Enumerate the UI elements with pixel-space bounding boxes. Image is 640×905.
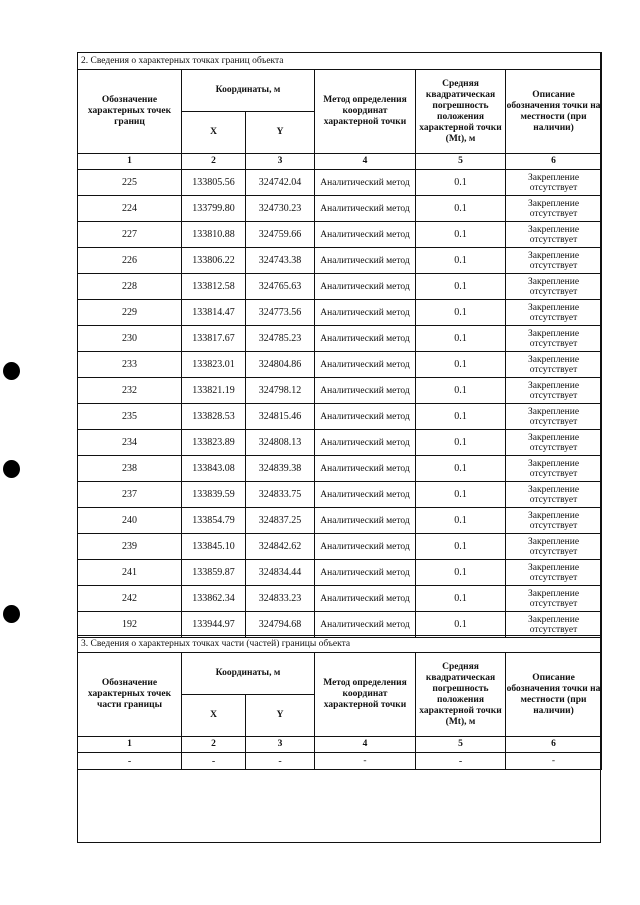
column-number: 6	[506, 737, 602, 753]
point-cell: 241	[78, 560, 182, 586]
section2-table	[77, 52, 602, 638]
y-coordinate-cell: 324773.56	[246, 300, 315, 326]
section2-title: 2. Сведения о характерных точках границ объекта	[78, 53, 602, 70]
method-cell: Аналитический метод	[315, 352, 416, 378]
column-number: 1	[78, 154, 182, 170]
y-coordinate-cell: 324833.23	[246, 586, 315, 612]
table-row	[78, 586, 602, 612]
description-cell: Закрепление отсутствует	[506, 300, 602, 326]
x-coordinate-cell: 133823.89	[182, 430, 246, 456]
y-coordinate-cell: 324815.46	[246, 404, 315, 430]
x-coordinate-cell: 133812.58	[182, 274, 246, 300]
x-coordinate-cell: 133810.88	[182, 222, 246, 248]
x-coordinate-cell: 133821.19	[182, 378, 246, 404]
table-row	[78, 300, 602, 326]
method-cell: Аналитический метод	[315, 456, 416, 482]
description-cell: Закрепление отсутствует	[506, 352, 602, 378]
accuracy-cell: 0.1	[416, 560, 506, 586]
y-coordinate-cell: 324842.62	[246, 534, 315, 560]
description-cell: Закрепление отсутствует	[506, 586, 602, 612]
y-coordinate-cell: 324794.68	[246, 612, 315, 638]
point-cell: 229	[78, 300, 182, 326]
description-cell: Закрепление отсутствует	[506, 404, 602, 430]
method-cell: Аналитический метод	[315, 196, 416, 222]
description-cell: Закрепление отсутствует	[506, 612, 602, 638]
description-cell: Закрепление отсутствует	[506, 482, 602, 508]
accuracy-cell: 0.1	[416, 378, 506, 404]
method-cell: Аналитический метод	[315, 274, 416, 300]
method-cell: Аналитический метод	[315, 534, 416, 560]
y-coordinate-cell: 324808.13	[246, 430, 315, 456]
description-cell: Закрепление отсутствует	[506, 430, 602, 456]
accuracy-cell: -	[416, 753, 506, 770]
column-number-row	[78, 154, 602, 170]
y-coordinate-cell: -	[246, 753, 315, 770]
column-number-row	[78, 737, 602, 753]
column-number: 4	[315, 154, 416, 170]
point-cell: 224	[78, 196, 182, 222]
accuracy-cell: 0.1	[416, 534, 506, 560]
accuracy-cell: 0.1	[416, 222, 506, 248]
x-coordinate-cell: 133823.01	[182, 352, 246, 378]
x-coordinate-cell: 133845.10	[182, 534, 246, 560]
column-number: 3	[246, 154, 315, 170]
table-row	[78, 612, 602, 638]
description-cell: Закрепление отсутствует	[506, 274, 602, 300]
table-row	[78, 534, 602, 560]
table-row	[78, 222, 602, 248]
header-x: X	[182, 112, 246, 154]
header-y: Y	[246, 112, 315, 154]
point-cell: 240	[78, 508, 182, 534]
x-coordinate-cell: 133843.08	[182, 456, 246, 482]
table-row	[78, 378, 602, 404]
description-cell: Закрепление отсутствует	[506, 560, 602, 586]
section3-table	[77, 635, 602, 770]
y-coordinate-cell: 324765.63	[246, 274, 315, 300]
table-row	[78, 456, 602, 482]
accuracy-cell: 0.1	[416, 326, 506, 352]
header-point: Обозначение характерных точек границ	[78, 70, 182, 154]
description-cell: Закрепление отсутствует	[506, 456, 602, 482]
method-cell: Аналитический метод	[315, 170, 416, 196]
method-cell: Аналитический метод	[315, 404, 416, 430]
description-cell: -	[506, 753, 602, 770]
x-coordinate-cell: 133828.53	[182, 404, 246, 430]
y-coordinate-cell: 324837.25	[246, 508, 315, 534]
point-cell: 233	[78, 352, 182, 378]
description-cell: Закрепление отсутствует	[506, 378, 602, 404]
x-coordinate-cell: 133806.22	[182, 248, 246, 274]
section3-title: 3. Сведения о характерных точках части (частей) границы объекта	[78, 636, 602, 653]
table-row	[78, 274, 602, 300]
point-cell: 232	[78, 378, 182, 404]
method-cell: Аналитический метод	[315, 586, 416, 612]
accuracy-cell: 0.1	[416, 508, 506, 534]
accuracy-cell: 0.1	[416, 404, 506, 430]
point-cell: 230	[78, 326, 182, 352]
column-number: 4	[315, 737, 416, 753]
accuracy-cell: 0.1	[416, 482, 506, 508]
y-coordinate-cell: 324730.23	[246, 196, 315, 222]
description-cell: Закрепление отсутствует	[506, 196, 602, 222]
y-coordinate-cell: 324742.04	[246, 170, 315, 196]
column-number: 2	[182, 154, 246, 170]
header-accuracy: Средняя квадратическая погрешность положения характерной точки (Mt), м	[416, 653, 506, 737]
header-y: Y	[246, 695, 315, 737]
description-cell: Закрепление отсутствует	[506, 222, 602, 248]
method-cell: Аналитический метод	[315, 222, 416, 248]
point-cell: 238	[78, 456, 182, 482]
y-coordinate-cell: 324839.38	[246, 456, 315, 482]
header-method: Метод определения координат характерной точки	[315, 653, 416, 737]
point-cell: 237	[78, 482, 182, 508]
accuracy-cell: 0.1	[416, 456, 506, 482]
method-cell: Аналитический метод	[315, 482, 416, 508]
point-cell: -	[78, 753, 182, 770]
accuracy-cell: 0.1	[416, 300, 506, 326]
table-row	[78, 248, 602, 274]
table-row	[78, 352, 602, 378]
accuracy-cell: 0.1	[416, 586, 506, 612]
description-cell: Закрепление отсутствует	[506, 248, 602, 274]
x-coordinate-cell: 133817.67	[182, 326, 246, 352]
accuracy-cell: 0.1	[416, 352, 506, 378]
header-accuracy: Средняя квадратическая погрешность положения характерной точки (Mt), м	[416, 70, 506, 154]
x-coordinate-cell: 133814.47	[182, 300, 246, 326]
method-cell: Аналитический метод	[315, 378, 416, 404]
point-cell: 226	[78, 248, 182, 274]
point-cell: 242	[78, 586, 182, 612]
table-row	[78, 196, 602, 222]
point-cell: 192	[78, 612, 182, 638]
description-cell: Закрепление отсутствует	[506, 508, 602, 534]
point-cell: 239	[78, 534, 182, 560]
point-cell: 234	[78, 430, 182, 456]
header-coords: Координаты, м	[182, 70, 315, 112]
x-coordinate-cell: 133805.56	[182, 170, 246, 196]
y-coordinate-cell: 324785.23	[246, 326, 315, 352]
column-number: 3	[246, 737, 315, 753]
table-row	[78, 430, 602, 456]
method-cell: Аналитический метод	[315, 248, 416, 274]
header-description: Описание обозначения точки на местности (при наличии)	[506, 653, 602, 737]
accuracy-cell: 0.1	[416, 274, 506, 300]
point-cell: 225	[78, 170, 182, 196]
point-cell: 228	[78, 274, 182, 300]
column-number: 5	[416, 737, 506, 753]
accuracy-cell: 0.1	[416, 430, 506, 456]
punch-hole-middle	[3, 460, 20, 478]
method-cell: Аналитический метод	[315, 430, 416, 456]
y-coordinate-cell: 324743.38	[246, 248, 315, 274]
accuracy-cell: 0.1	[416, 248, 506, 274]
x-coordinate-cell: 133839.59	[182, 482, 246, 508]
description-cell: Закрепление отсутствует	[506, 170, 602, 196]
header-coords: Координаты, м	[182, 653, 315, 695]
column-number: 6	[506, 154, 602, 170]
table-row	[78, 753, 602, 770]
table-row	[78, 482, 602, 508]
table-row	[78, 170, 602, 196]
method-cell: Аналитический метод	[315, 300, 416, 326]
point-cell: 227	[78, 222, 182, 248]
table-row	[78, 560, 602, 586]
x-coordinate-cell: 133862.34	[182, 586, 246, 612]
header-description: Описание обозначения точки на местности (при наличии)	[506, 70, 602, 154]
header-point: Обозначение характерных точек части границы	[78, 653, 182, 737]
x-coordinate-cell: 133859.87	[182, 560, 246, 586]
description-cell: Закрепление отсутствует	[506, 534, 602, 560]
x-coordinate-cell: -	[182, 753, 246, 770]
table-row	[78, 508, 602, 534]
method-cell: Аналитический метод	[315, 326, 416, 352]
punch-hole-bottom	[3, 605, 20, 623]
table-row	[78, 326, 602, 352]
y-coordinate-cell: 324834.44	[246, 560, 315, 586]
accuracy-cell: 0.1	[416, 612, 506, 638]
x-coordinate-cell: 133799.80	[182, 196, 246, 222]
y-coordinate-cell: 324833.75	[246, 482, 315, 508]
table-row	[78, 404, 602, 430]
header-x: X	[182, 695, 246, 737]
column-number: 1	[78, 737, 182, 753]
y-coordinate-cell: 324759.66	[246, 222, 315, 248]
accuracy-cell: 0.1	[416, 170, 506, 196]
point-cell: 235	[78, 404, 182, 430]
y-coordinate-cell: 324798.12	[246, 378, 315, 404]
x-coordinate-cell: 133944.97	[182, 612, 246, 638]
header-method: Метод определения координат характерной точки	[315, 70, 416, 154]
description-cell: Закрепление отсутствует	[506, 326, 602, 352]
method-cell: Аналитический метод	[315, 560, 416, 586]
method-cell: Аналитический метод	[315, 508, 416, 534]
punch-hole-top	[3, 362, 20, 380]
column-number: 2	[182, 737, 246, 753]
column-number: 5	[416, 154, 506, 170]
x-coordinate-cell: 133854.79	[182, 508, 246, 534]
y-coordinate-cell: 324804.86	[246, 352, 315, 378]
method-cell: -	[315, 753, 416, 770]
method-cell: Аналитический метод	[315, 612, 416, 638]
accuracy-cell: 0.1	[416, 196, 506, 222]
